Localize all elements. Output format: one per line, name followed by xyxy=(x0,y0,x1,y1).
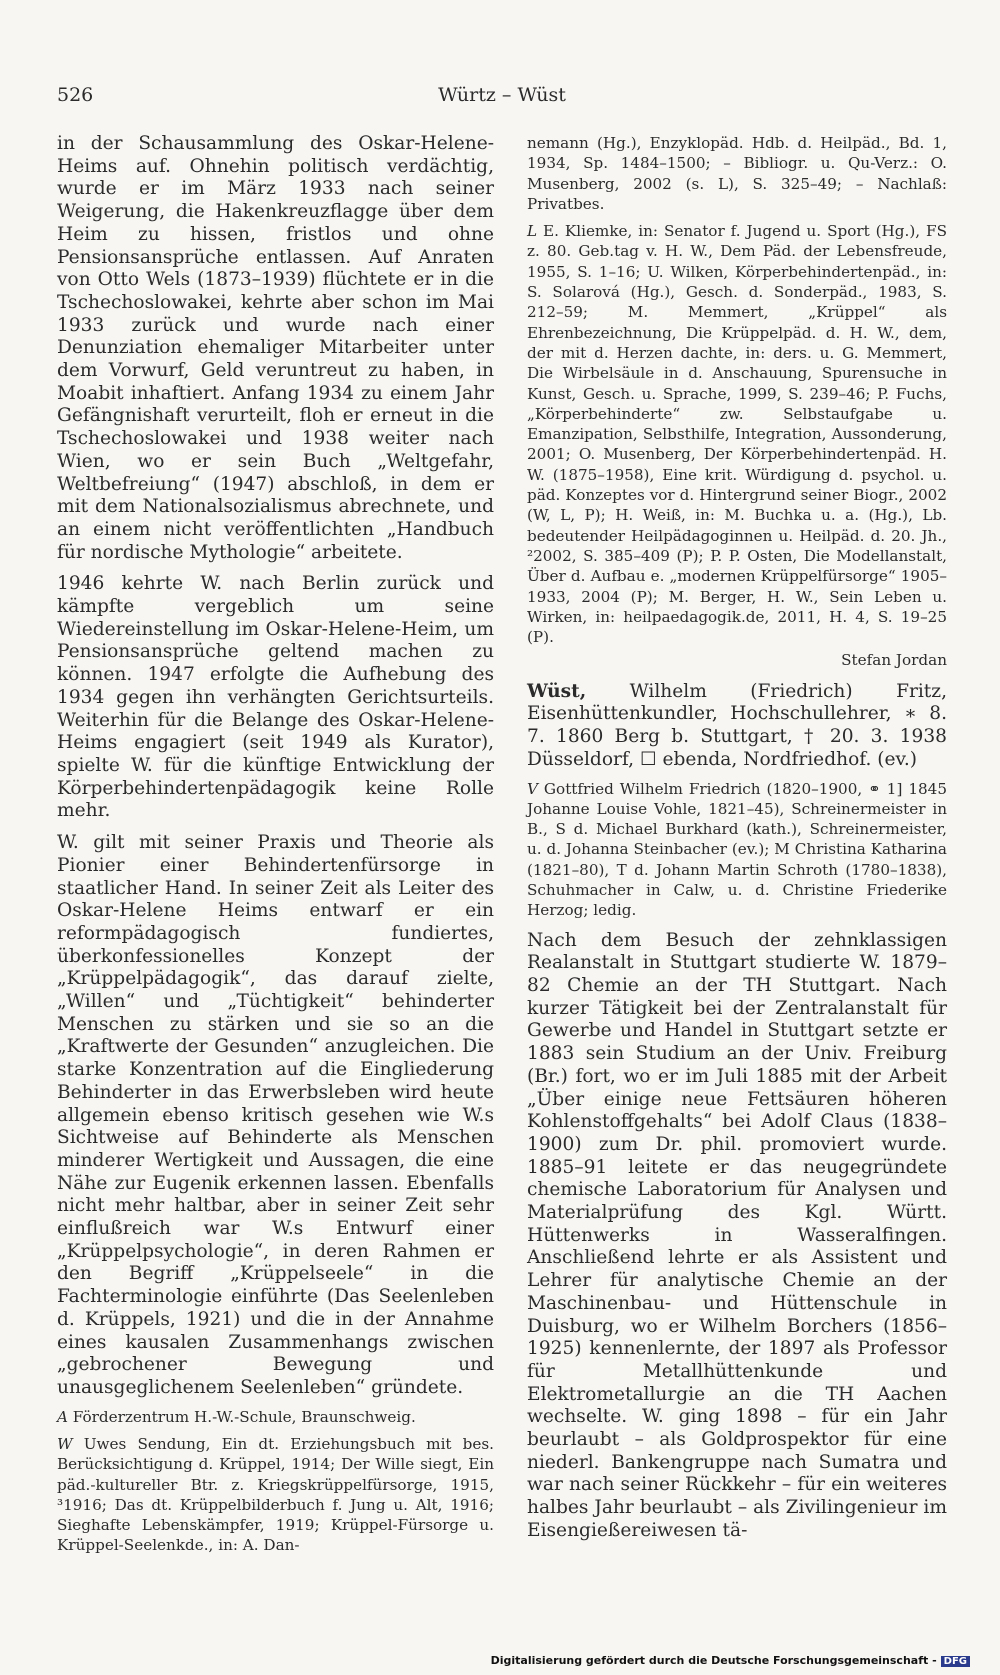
section-w-continued: nemann (Hg.), Enzyklopäd. Hdb. d. Heilpäd., Bd. 1, 1934, Sp. 1484–1500; – Bibliogr. u. Qu-Verz.: O. Musenberg, 2002 (s. L), S. 325–49; – Nachlaß: Privatbes. xyxy=(527,134,947,213)
section-l xyxy=(527,221,947,647)
right-column xyxy=(527,133,947,1543)
section-a-text: Förderzentrum H.-W.-Schule, Braunschweig. xyxy=(67,1407,416,1426)
section-v-marker: V xyxy=(527,779,538,798)
paragraph-assessment: W. gilt mit seiner Praxis und Theorie als Pionier einer Behindertenfürsorge in staatlicher Hand. In seiner Zeit als Leiter des Oskar-Helene Heims entwarf er ein reformpädagogisch fundiertes, überkonfessionelles Konzept der „Krüppelpädagogik“, das darauf zielte, „Willen“ und „Tüchtigkeit“ behinderter Menschen zu stärken und sie so an die „Kraftwerte der Gesunden“ anzugleichen. Die starke Konzentration auf die Eingliederung Behinderter in das Erwerbsleben wird heute allgemein ebenso kritisch gesehen wie W.s Sichtweise auf Behinderte als Menschen minderer Wertigkeit und Aussagen, die eine Nähe zur Eugenik erkennen lassen. Ebenfalls nicht mehr haltbar, aber in seiner Zeit sehr einflußreich war W.s Entwurf einer „Krüppelpsychologie“, in deren Rahmen er den Begriff „Krüppelseele“ in die Fachterminologie einführte (Das Seelenleben d. Krüppels, 1921) und die in der Annahme eines kausalen Zusammenhangs zwischen „gebrochener Bewegung und unausgeglichenem Seelenleben“ gründete. xyxy=(57,832,494,1398)
left-column xyxy=(57,133,494,1556)
section-v-text: Gottfried Wilhelm Friedrich (1820–1900, ⚭ 1] 1845 Johanne Louise Vohle, 1821–45), Schreinermeister in B., S d. Michael Burkhard (kath.), Schreinermeister, u. d. Johanna Steinbacher (ev.); M Christina Katharina (1821–80), T d. Johann Martin Schroth (1780–1838), Schuhmacher in Calw, u. d. Christine Friederike Herzog; ledig. xyxy=(527,779,947,920)
dfg-logo: DFG xyxy=(941,1656,970,1667)
footer-credit xyxy=(491,1654,970,1667)
section-w-text: Uwes Sendung, Ein dt. Erziehungsbuch mit bes. Berücksichtigung d. Krüppel, 1914; Der Wille siegt, Ein päd.-kultureller Btr. z. Kriegskrüppelfürsorge, 1915, ³1916; Das dt. Krüppelbilderbuch f. Jung u. Alt, 1916; Sieghafte Lebenskämpfer, 1919; Krüppel-Fürsorge u. Krüppel-Seelenkde., in: A. Dan- xyxy=(57,1434,494,1555)
section-a xyxy=(57,1407,494,1427)
section-a-marker: A xyxy=(57,1407,68,1426)
running-head: Würtz – Wüst xyxy=(438,84,566,106)
page-number: 526 xyxy=(57,84,94,106)
paragraph-career: Nach dem Besuch der zehnklassigen Realanstalt in Stuttgart studierte W. 1879–82 Chemie an der TH Stuttgart. Nach kurzer Tätigkeit bei der Zentralanstalt für Gewerbe und Handel in Stuttgart setzte er 1883 sein Studium an der Univ. Freiburg (Br.) fort, wo er im Juli 1885 mit der Arbeit „Über einige neue Fettsäuren höheren Kohlenstoffgehalts“ bei Adolf Claus (1838–1900) zum Dr. phil. promoviert wurde. 1885–91 leitete er das neugegründete chemische Laboratorium für Analysen und Materialprüfung des Kgl. Württ. Hüttenwerks in Wasseralfingen. Anschließend lehrte er als Assistent und Lehrer für analytische Chemie an der Maschinenbau- und Hüttenschule in Duisburg, wo er Wilhelm Borchers (1856–1925) kennenlernte, der 1897 als Professor für Metallhüttenkunde und Elektrometallurgie an die TH Aachen wechselte. W. ging 1898 – für ein Jahr beurlaubt – als Goldprospektor für eine niederl. Bankengruppe nach Sumatra und war nach seiner Rückkehr – für ein weiteres halbes Jahr beurlaubt – als Zivilingenieur im Eisengießereiwesen tä- xyxy=(527,929,947,1541)
section-l-marker: L xyxy=(527,222,538,241)
section-l-text: E. Kliemke, in: Senator f. Jugend u. Sport (Hg.), FS z. 80. Geb.tag v. H. W., Dem Päd. der Lebensfreude, 1955, S. 1–16; U. Wilken, Körperbehindertenpäd., in: S. Solarová (Hg.), Gesch. d. Sonderpäd., 1983, S. 212–59; M. Memmert, „Krüppel“ als Ehrenbezeichnung, Die Krüppelpäd. d. H. W., dem, der mit d. Herzen dachte, in: ders. u. G. Memmert, Die Wirbelsäule in d. Anschauung, Spurensuche in Kunst, Gesch. u. Sprache, 1999, S. 239–46; P. Fuchs, „Körperbehinderte“ zw. Selbstaufgabe u. Emanzipation, Selbsthilfe, Integration, Aussonderung, 2001; O. Musenberg, Der Körperbehindertenpäd. H. W. (1875–1958), Eine krit. Würdigung d. psychol. u. päd. Konzeptes vor d. Hintergrund seiner Biogr., 2002 (W, L, P); H. Weiß, in: M. Buchka u. a. (Hg.), Lb. bedeutender Heilpädagoginnen u. Heilpäd. d. 20. Jh., ²2002, S. 385–409 (P); P. P. Osten, Die Modellanstalt, Über d. Aufbau e. „modernen Krüppelfürsorge“ 1905–1933, 2004 (P); M. Berger, H. W., Sein Leben u. Wirken, in: heilpaedagogik.de, 2011, H. 4, S. 19–25 (P). xyxy=(527,222,947,647)
paragraph-return-berlin: 1946 kehrte W. nach Berlin zurück und kämpfte vergeblich um seine Wiedereinstellung im Oskar-Helene-Heim, um Pensionsansprüche geltend machen zu können. 1947 erfolgte die Aufhebung des 1934 gegen ihn verhängten Gerichtsurteils. Weiterhin für die Belange des Oskar-Helene-Heims engagiert (seit 1949 als Kurator), spielte W. für die künftige Entwicklung der Körperbehindertenpädagogik keine Rolle mehr. xyxy=(57,573,494,822)
entry-name: Wüst, xyxy=(527,680,587,702)
paragraph-exile: in der Schausammlung des Oskar-Helene-Heims auf. Ohnehin politisch verdächtig, wurde er im März 1933 nach seiner Weigerung, die Hakenkreuzflagge über dem Heim zu hissen, fristlos und ohne Pensionsansprüche entlassen. Auf Anraten von Otto Wels (1873–1939) flüchtete er in die Tschechoslowakei, kehrte aber schon im Mai 1933 zurück und wurde nach einer Denunziation ehemaliger Mitarbeiter unter dem Vorwurf, Geld veruntreut zu haben, in Moabit inhaftiert. Anfang 1934 zu einem Jahr Gefängnishaft verurteilt, floh er erneut in die Tschechoslowakei und 1938 weiter nach Wien, wo er sein Buch „Weltgefahr, Weltbefreiung“ (1947) abschloß, in dem er mit dem Nationalsozialismus abrechnete, und an einem nicht veröffentlichten „Handbuch für nordische Mythologie“ arbeitete. xyxy=(57,133,494,563)
page-footer xyxy=(0,1651,1000,1667)
entry-head-text: Wilhelm (Friedrich) Fritz, Eisenhüttenkundler, Hochschullehrer, ∗ 8. 7. 1860 Berg b. Stuttgart, † 20. 3. 1938 Düsseldorf, ☐ ebenda, Nordfriedhof. (ev.) xyxy=(527,680,947,770)
section-w xyxy=(57,1434,494,1556)
footer-credit-text: Digitalisierung gefördert durch die Deutsche Forschungsgemeinschaft - xyxy=(490,1654,937,1667)
page-header xyxy=(57,84,947,114)
section-w-marker: W xyxy=(57,1434,73,1453)
article-author: Stefan Jordan xyxy=(841,651,947,670)
entry-heading xyxy=(527,681,947,772)
section-v xyxy=(527,779,947,921)
